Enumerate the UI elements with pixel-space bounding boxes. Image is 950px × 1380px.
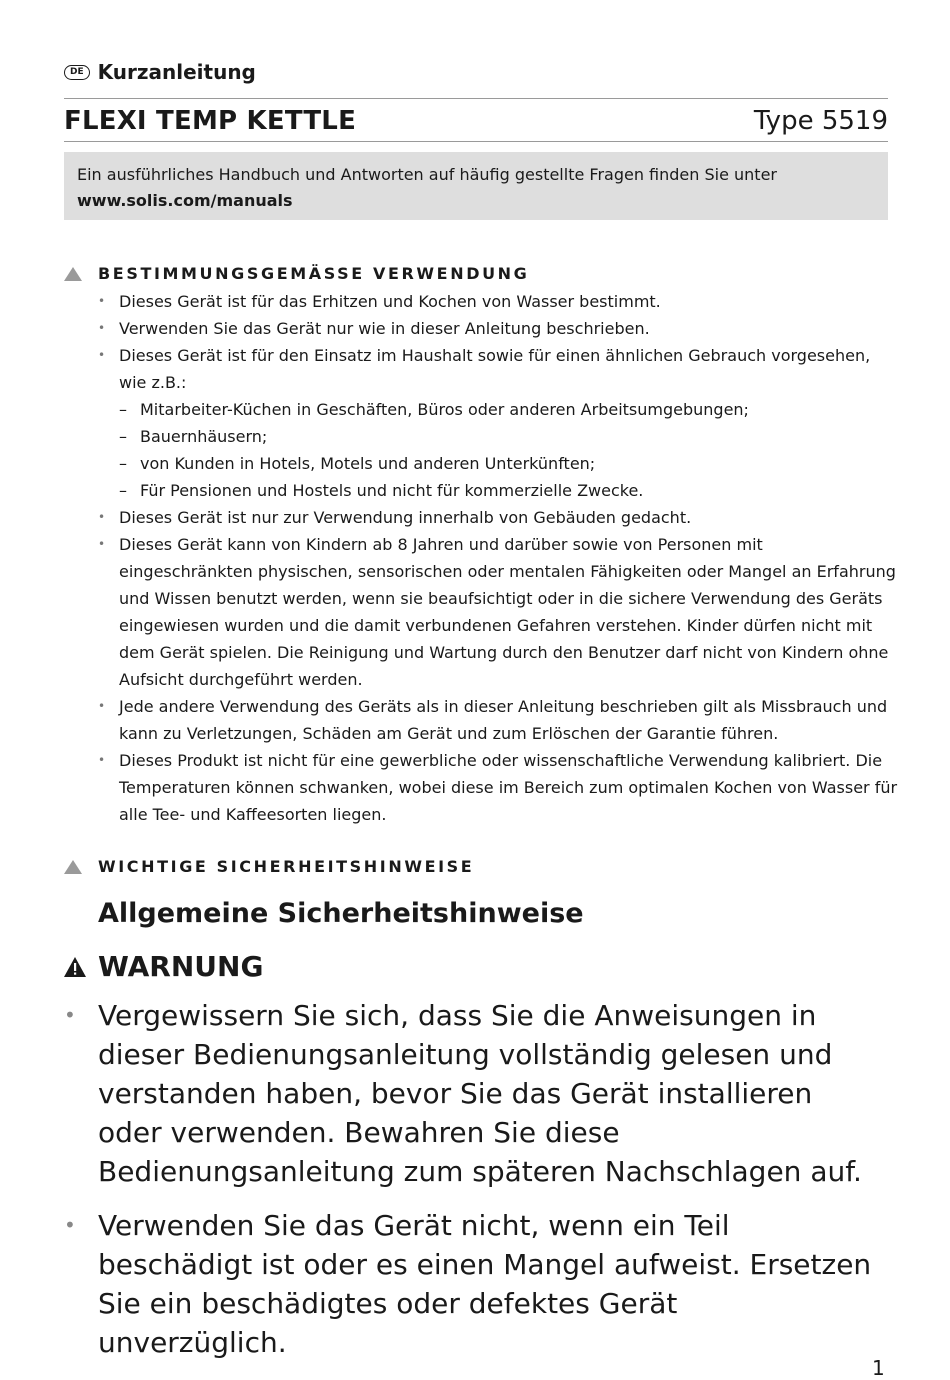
page-number: 1	[872, 1356, 885, 1380]
sub-list-item: – Mitarbeiter-Küchen in Geschäften, Büros oder anderen Arbeitsumgebungen;	[119, 400, 749, 419]
warning-exclamation-icon	[64, 957, 86, 977]
sub-list-item: – Für Pensionen und Hostels und nicht für kommerzielle Zwecke.	[119, 481, 644, 500]
section-title: BESTIMMUNGSGEMÄSSE VERWENDUNG	[98, 264, 530, 283]
product-title-row	[64, 102, 888, 140]
manual-link[interactable]: www.solis.com/manuals	[77, 191, 293, 210]
product-type: Type 5519	[753, 106, 888, 136]
list-item: • Verwenden Sie das Gerät nur wie in dieser Anleitung beschrieben.	[98, 319, 650, 338]
list-item: • Verwenden Sie das Gerät nicht, wenn ein Teil beschädigt ist oder es einen Mangel aufweist. Ersetzen Sie ein beschädigtes oder defektes Gerät unverzüglich.	[64, 1209, 872, 1359]
warning-title: WARNUNG	[98, 950, 264, 983]
language-badge: DE	[64, 65, 90, 80]
section-heading-intended-use	[64, 264, 529, 283]
page-header	[64, 60, 256, 84]
warning-triangle-icon	[64, 860, 82, 874]
sub-list-item: – von Kunden in Hotels, Motels und anderen Unterkünften;	[119, 454, 596, 473]
warning-triangle-icon	[64, 267, 82, 281]
list-item: • Vergewissern Sie sich, dass Sie die Anweisungen in dieser Bedienungsanleitung vollständig gelesen und verstanden haben, bevor Sie das Gerät installieren oder verwenden. Bewahren Sie diese Bedienungsanleitung zum späteren Nachschlagen auf.	[64, 999, 862, 1188]
subheading: Allgemeine Sicherheitshinweise	[98, 898, 584, 929]
intended-use-list	[98, 288, 898, 828]
list-item: • Dieses Produkt ist nicht für eine gewerbliche oder wissenschaftliche Verwendung kalibriert. Die Temperaturen können schwanken, wobei diese im Bereich zum optimalen Kochen von Wasser für alle Tee- und Kaffeesorten liegen.	[98, 751, 898, 824]
product-name: FLEXI TEMP KETTLE	[64, 106, 357, 136]
warning-heading	[64, 950, 263, 983]
warning-list	[64, 996, 874, 1377]
list-item: • Jede andere Verwendung des Geräts als in dieser Anleitung beschrieben gilt als Missbrauch und kann zu Verletzungen, Schäden am Gerät und zum Erlöschen der Garantie führen.	[98, 697, 888, 743]
section-heading-safety	[64, 857, 474, 876]
list-item: • Dieses Gerät ist für den Einsatz im Haushalt sowie für einen ähnlichen Gebrauch vorgesehen, wie z.B.:	[98, 346, 871, 392]
manual-info-box	[64, 152, 888, 220]
section-title: WICHTIGE SICHERHEITSHINWEISE	[98, 857, 475, 876]
list-item: • Dieses Gerät ist nur zur Verwendung innerhalb von Gebäuden gedacht.	[98, 508, 692, 527]
list-item: • Dieses Gerät ist für das Erhitzen und Kochen von Wasser bestimmt.	[98, 292, 661, 311]
sub-list-item: – Bauernhäusern;	[119, 427, 268, 446]
title-divider	[64, 141, 888, 142]
header-title: Kurzanleitung	[97, 60, 256, 84]
info-text: Ein ausführliches Handbuch und Antworten auf häufig gestellte Fragen finden Sie unter	[77, 165, 777, 184]
top-divider	[64, 98, 888, 99]
list-item: • Dieses Gerät kann von Kindern ab 8 Jahren und darüber sowie von Personen mit eingeschränkten physischen, sensorischen oder mentalen Fähigkeiten oder Mangel an Erfahrung und Wissen benutzt werden, wenn sie beaufsichtigt oder in die sichere Verwendung des Geräts eingewiesen wurden und die damit verbundenen Gefahren verstehen. Kinder dürfen nicht mit dem Gerät spielen. Die Reinigung und Wartung durch den Benutzer darf nicht von Kindern ohne Aufsicht durchgeführt werden.	[98, 535, 896, 689]
